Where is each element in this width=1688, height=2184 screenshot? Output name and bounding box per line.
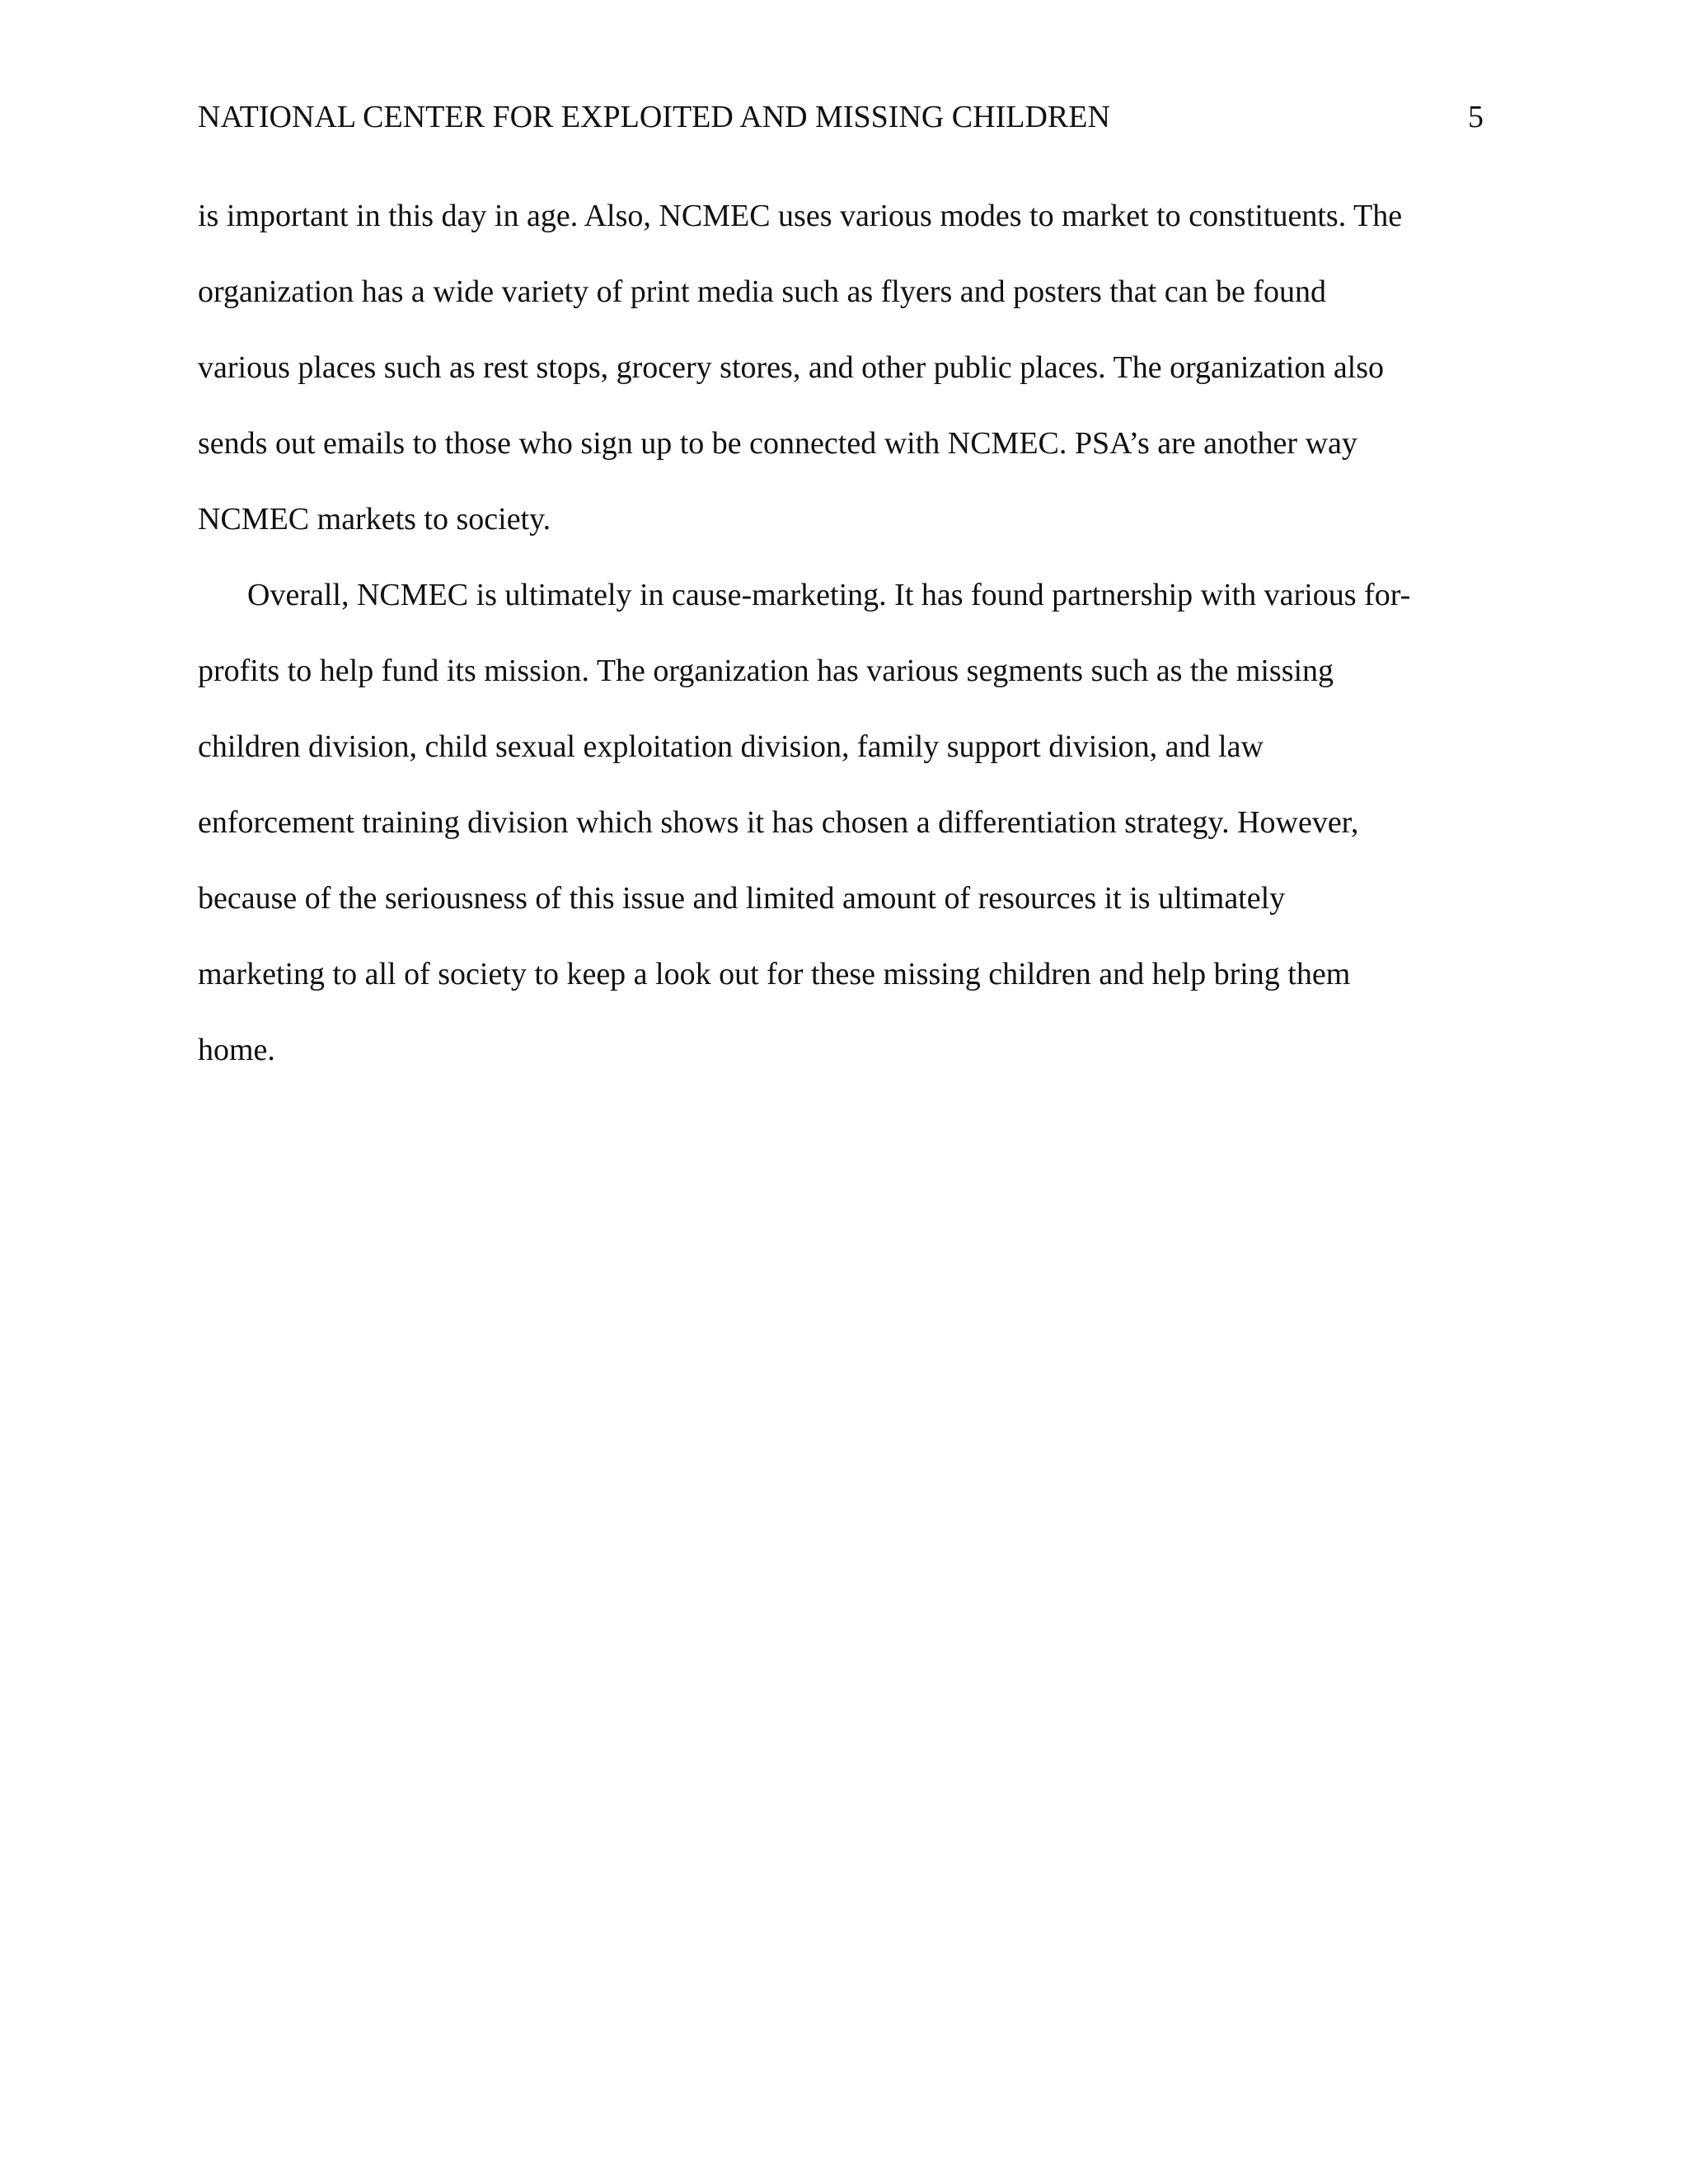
body-line-9: enforcement training division which shows it has chosen a differentiation strategy. However, xyxy=(198,805,1359,840)
body-line-5: NCMEC markets to society. xyxy=(198,502,551,537)
body-line-6-paragraph-start: Overall, NCMEC is ultimately in cause-marketing. It has found partnership with various for- xyxy=(247,578,1411,612)
page-number: 5 xyxy=(1468,100,1484,134)
body-line-11: marketing to all of society to keep a look out for these missing children and help bring them xyxy=(198,957,1351,991)
body-line-12: home. xyxy=(198,1033,275,1067)
body-line-1: is important in this day in age. Also, NCMEC uses various modes to market to constituents. The xyxy=(198,199,1403,233)
body-line-4: sends out emails to those who sign up to be connected with NCMEC. PSA’s are another way xyxy=(198,426,1357,461)
body-line-7: profits to help fund its mission. The organization has various segments such as the missing xyxy=(198,654,1334,688)
running-head xyxy=(198,97,1484,137)
body-text xyxy=(198,196,1484,1106)
body-line-10: because of the seriousness of this issue and limited amount of resources it is ultimately xyxy=(198,881,1286,916)
body-line-3: various places such as rest stops, grocery stores, and other public places. The organization also xyxy=(198,350,1385,385)
running-head-title: NATIONAL CENTER FOR EXPLOITED AND MISSING CHILDREN xyxy=(198,100,1110,134)
body-line-8: children division, child sexual exploitation division, family support division, and law xyxy=(198,729,1264,764)
body-line-2: organization has a wide variety of print media such as flyers and posters that can be found xyxy=(198,274,1326,309)
